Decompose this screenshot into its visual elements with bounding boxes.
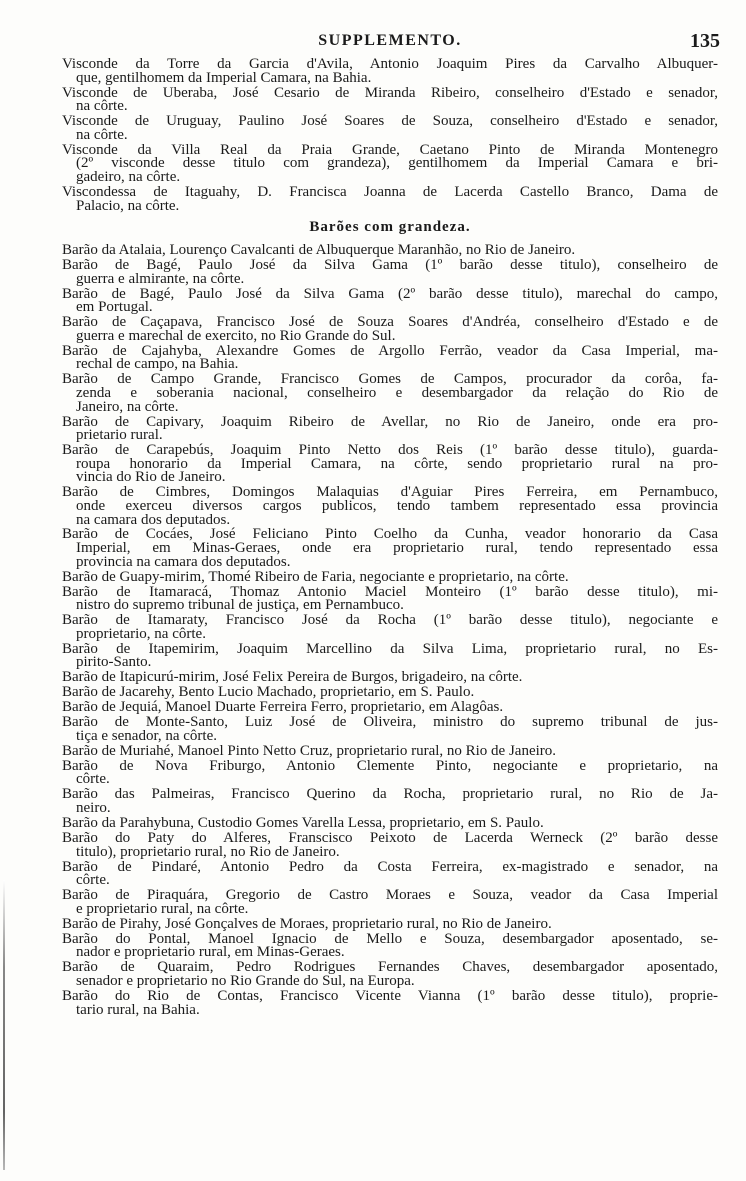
entry-line: Barão de Itapemirim, Joaquim Marcellino da Silva Lima, proprietario rural, no Es- (62, 640, 718, 657)
list-entry (62, 528, 718, 569)
entry-line: prietario rural. (76, 427, 163, 444)
entry-line: Barão de Cajahyba, Alexandre Gomes de Argollo Ferrão, veador da Casa Imperial, ma- (62, 342, 718, 359)
entry-line: na côrte. (76, 126, 128, 143)
list-entry (62, 342, 718, 373)
viscondes-list (62, 58, 718, 213)
entry-line: nador e proprietario rural, em Minas-Geraes. (76, 944, 345, 961)
list-entry (62, 373, 718, 414)
list-entry (62, 686, 718, 700)
entry-line: Palacio, na côrte. (76, 197, 180, 214)
list-entry (62, 244, 718, 258)
entry-line: Janeiro, na côrte. (76, 398, 179, 415)
list-entry (62, 742, 718, 759)
entry-line: tiça e senador, na côrte. (76, 727, 217, 744)
baroes-list (62, 244, 718, 1017)
list-entry (62, 930, 718, 961)
entry-line: Barão de Cocáes, José Feliciano Pinto Coelho da Cunha, veador honorario da Casa (62, 526, 718, 543)
entry-line: nistro do supremo tribunal de justiça, em Pernambuco. (76, 597, 404, 614)
entry-line: provincia na camara dos deputados. (76, 553, 291, 570)
entry-line: que, gentilhomem da Imperial Camara, na Bahia. (76, 69, 372, 86)
entry-line: zenda e soberania nacional, conselheiro e desembargador da relação do Rio de (76, 384, 718, 401)
entry-line: Barão de Pindaré, Antonio Pedro da Costa Ferreira, ex-magistrado e senador, na (62, 858, 718, 875)
entry-line: Barão de Piraquára, Gregorio de Castro Moraes e Souza, veador da Casa Imperial (62, 887, 718, 904)
entry-line: Barão de Campo Grande, Francisco Gomes de Campos, procurador da corôa, fa- (62, 371, 718, 388)
entry-line: senador e proprietario no Rio Grande do Sul, na Europa. (76, 972, 415, 989)
entry-line: guerra e marechal de exercito, no Rio Grande do Sul. (76, 327, 396, 344)
list-entry (62, 915, 718, 932)
entry-line: Visconde de Uruguay, Paulino José Soares de Souza, conselheiro d'Estado e senador, (62, 113, 718, 130)
entry-line: Barão de Pirahy, José Gonçalves de Moraes, proprietario rural, no Rio de Janeiro. (62, 915, 552, 932)
list-entry (62, 817, 718, 831)
entry-line: Barão de Nova Friburgo, Antonio Clemente Pinto, negociante e proprietario, na (62, 757, 718, 774)
entry-line: (2º visconde desse titulo com grandeza), gentilhomem da Imperial Camara e bri- (76, 155, 718, 172)
entry-line: onde exerceu diversos cargos publicos, tendo tambem representado essa provincia (76, 497, 718, 514)
list-entry (62, 568, 718, 585)
list-entry (62, 115, 718, 142)
list-entry (62, 486, 718, 527)
entry-line: na camara dos deputados. (76, 511, 231, 528)
entry-line: na côrte. (76, 98, 128, 115)
list-entry (62, 716, 718, 743)
list-entry (62, 671, 718, 685)
entry-line: Visconde de Uberaba, José Cesario de Miranda Ribeiro, conselheiro d'Estado e senador, (62, 84, 718, 101)
entry-line: Barão do Pontal, Manoel Ignacio de Mello e Souza, desembargador aposentado, se- (62, 930, 718, 947)
list-entry (62, 84, 718, 115)
entry-line: tario rural, na Bahia. (76, 1001, 200, 1018)
entry-line: Barão da Atalaia, Lourenço Cavalcanti de Albuquerque Maranhão, no Rio de Janeiro. (62, 242, 576, 259)
list-entry (62, 316, 718, 343)
entry-line: Visconde da Villa Real da Praia Grande, Caetano Pinto de Miranda Montenegro (62, 141, 718, 158)
list-entry (62, 858, 718, 889)
list-entry (62, 614, 718, 641)
entry-line: guerra e almirante, na côrte. (76, 270, 245, 287)
entry-line: titulo), proprietario rural, no Rio de Janeiro. (76, 843, 340, 860)
list-entry (62, 413, 718, 444)
list-entry (62, 889, 718, 916)
entry-line: Barão de Muriahé, Manoel Pinto Netto Cruz, proprietario rural, no Rio de Janeiro. (62, 742, 557, 759)
list-entry (62, 141, 718, 185)
entry-line: Barão de Cimbres, Domingos Malaquias d'Aguiar Pires Ferreira, em Pernambuco, (62, 484, 718, 501)
entry-line: Barão da Parahybuna, Custodio Gomes Varella Lessa, proprietario, em S. Paulo. (62, 815, 544, 832)
entry-line: Barão de Capivary, Joaquim Ribeiro de Avellar, no Rio de Janeiro, onde era pro- (62, 413, 718, 430)
page-body (62, 58, 718, 1018)
entry-line: roupa honorario da Imperial Camara, na côrte, sendo proprietario rural na pro- (76, 455, 718, 472)
entry-line: Barão de Caçapava, Francisco José de Souza Soares d'Andréa, conselheiro d'Estado e de (62, 314, 718, 331)
entry-line: Barão de Jacarehy, Bento Lucio Machado, proprietario, em S. Paulo. (62, 684, 475, 701)
entry-line: pirito-Santo. (76, 654, 152, 671)
entry-line: côrte. (76, 771, 110, 788)
entry-line: neiro. (76, 800, 111, 817)
list-entry (62, 640, 718, 671)
entry-line: Viscondessa de Itaguahy, D. Francisca Joanna de Lacerda Castello Branco, Dama de (62, 183, 718, 200)
entry-line: Imperial, em Minas-Geraes, onde era proprietario rural, tendo representado essa (76, 540, 718, 557)
list-entry (62, 285, 718, 316)
list-entry (62, 183, 718, 214)
entry-line: Barão de Guapy-mirim, Thomé Ribeiro de Faria, negociante e proprietario, na côrte. (62, 568, 569, 585)
entry-line: Visconde da Torre da Garcia d'Avila, Antonio Joaquim Pires da Carvalho Albuquer- (62, 56, 718, 72)
list-entry (62, 788, 718, 815)
entry-line: em Portugal. (76, 299, 153, 316)
section-heading: Barões com grandeza. (309, 219, 471, 236)
entry-line: côrte. (76, 872, 110, 889)
entry-line: Barão de Carapebús, Joaquim Pinto Netto dos Reis (1º barão desse titulo), guarda- (62, 442, 718, 459)
list-entry (62, 832, 718, 859)
entry-line: Barão de Quaraim, Pedro Rodrigues Fernandes Chaves, desembargador aposentado, (62, 959, 718, 976)
entry-line: Barão de Bagé, Paulo José da Silva Gama (2º barão desse titulo), marechal do campo, (62, 285, 718, 302)
list-entry (62, 259, 718, 286)
page-number: 135 (690, 30, 720, 52)
list-entry (62, 757, 718, 788)
scan-binding-edge (3, 880, 5, 1170)
entry-line: Barão do Rio de Contas, Francisco Vicente Vianna (1º barão desse titulo), proprie- (62, 987, 718, 1004)
list-entry (62, 987, 718, 1018)
entry-line: Barão de Itapicurú-mirim, José Felix Pereira de Burgos, brigadeiro, na côrte. (62, 669, 523, 686)
entry-line: Barão de Itamaraty, Francisco José da Rocha (1º barão desse titulo), negociante e (62, 612, 718, 629)
entry-line: vincia do Rio de Janeiro. (76, 469, 226, 486)
list-entry (62, 583, 718, 614)
entry-line: Barão das Palmeiras, Francisco Querino da Rocha, proprietario rural, no Rio de Ja- (62, 786, 718, 803)
list-entry (62, 444, 718, 485)
entry-line: Barão de Itamaracá, Thomaz Antonio Maciel Monteiro (1º barão desse titulo), mi- (62, 583, 718, 600)
entry-line: Barão do Paty do Alferes, Franscisco Peixoto de Lacerda Werneck (2º barão desse (62, 830, 718, 847)
entry-line: Barão de Jequiá, Manoel Duarte Ferreira Ferro, proprietario, em Alagôas. (62, 699, 504, 716)
entry-line: rechal de campo, na Bahia. (76, 356, 239, 373)
entry-line: Barão de Bagé, Paulo José da Silva Gama (1º barão desse titulo), conselheiro de (62, 257, 718, 274)
entry-line: gadeiro, na côrte. (76, 168, 181, 185)
page-header (60, 30, 720, 52)
entry-line: Barão de Monte-Santo, Luiz José de Oliveira, ministro do supremo tribunal de jus- (62, 714, 718, 731)
list-entry (62, 961, 718, 988)
entry-line: e proprietario rural, na côrte. (76, 900, 249, 917)
list-entry (62, 58, 718, 85)
list-entry (62, 701, 718, 715)
entry-line: proprietario, na côrte. (76, 625, 206, 642)
running-title: SUPPLEMENTO. (318, 32, 462, 49)
